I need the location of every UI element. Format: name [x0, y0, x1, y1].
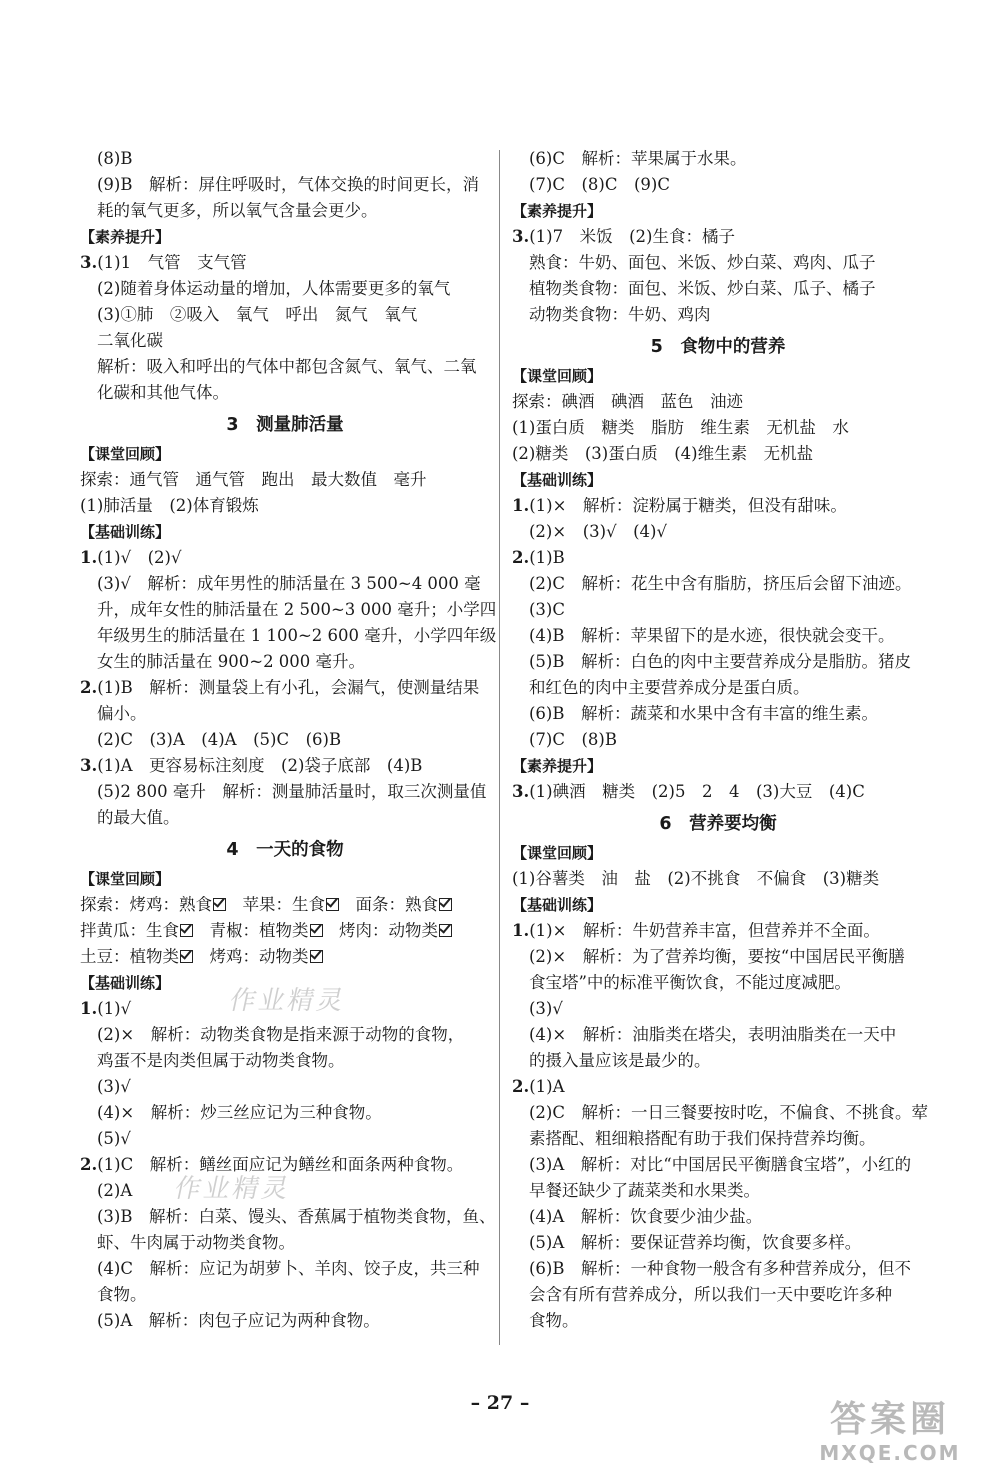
checkbox-checked-icon — [439, 898, 452, 911]
answer-line — [80, 986, 490, 1022]
section-header: 【课堂回顾】 — [80, 870, 171, 888]
answer-line — [80, 1174, 490, 1204]
section-header: 【素养提升】 — [512, 757, 603, 775]
answer-line: (6)C 解析：苹果属于水果。 — [529, 149, 747, 168]
answer-line: (5)2 800 毫升 解析：测量肺活量时，取三次测量值 — [97, 782, 487, 801]
answer-text: 烤肉：动物类 — [322, 921, 438, 940]
answer-line — [512, 493, 924, 519]
question-number: 2. — [80, 678, 98, 697]
checkbox-checked-icon — [180, 924, 193, 937]
question-number: 1. — [80, 999, 98, 1018]
checkbox-checked-icon — [326, 898, 339, 911]
question-number: 3. — [512, 782, 530, 801]
answer-line: 动物类食物：牛奶、鸡肉 — [529, 305, 711, 324]
question-number: 1. — [512, 496, 530, 515]
answer-line: (5)A 解析：要保证营养均衡，饮食要多样。 — [529, 1233, 862, 1252]
watermark-text: 作业精灵 — [226, 986, 350, 1016]
lesson-title: 3 测量肺活量 — [226, 415, 344, 435]
answer-line: (3)B 解析：白菜、馒头、香蕉属于植物类食物，鱼、 — [97, 1207, 496, 1226]
section-header: 【素养提升】 — [80, 228, 171, 246]
answer-text: (1)B — [529, 548, 565, 567]
answer-text: (1)× 解析：牛奶营养丰富，但营养并不全面。 — [529, 921, 880, 940]
answer-line: (2)C 解析：花生中含有脂肪，挤压后会留下油迹。 — [529, 574, 912, 593]
answer-line: 二氧化碳 — [97, 331, 163, 350]
column-divider — [499, 150, 500, 1345]
answer-line — [512, 1074, 924, 1100]
answer-line — [80, 675, 490, 701]
answer-line: 女生的肺活量在 900~2 000 毫升。 — [97, 652, 366, 671]
answer-line: (3)①肺 ②吸入 氧气 呼出 氮气 氧气 — [97, 305, 418, 324]
answer-line: 植物类食物：面包、米饭、炒白菜、瓜子、橘子 — [529, 279, 876, 298]
answer-text: (1)× 解析：淀粉属于糖类，但没有甜味。 — [529, 496, 847, 515]
answer-line: 偏小。 — [97, 704, 147, 723]
answer-line: 的最大值。 — [97, 808, 180, 827]
section-header: 【课堂回顾】 — [512, 844, 603, 862]
question-number: 3. — [80, 253, 98, 272]
answer-line: (2)随着身体运动量的增加，人体需要更多的氧气 — [97, 279, 451, 298]
left-column — [80, 146, 497, 1334]
answer-line: (6)B 解析：一种食物一般含有多种营养成分，但不 — [529, 1259, 911, 1278]
answer-line: 探索：碘酒 碘酒 蓝色 油迹 — [512, 392, 743, 411]
answer-line: 探索：通气管 通气管 跑出 最大数值 毫升 — [80, 470, 427, 489]
answer-line: (4)A 解析：饮食要少油少盐。 — [529, 1207, 763, 1226]
checkbox-checked-icon — [180, 950, 193, 963]
answer-text: 烤鸡：动物类 — [193, 947, 309, 966]
answer-line — [512, 779, 924, 805]
answer-line: (2)× (3)√ (4)√ — [529, 522, 667, 541]
answer-line — [80, 250, 490, 276]
answer-line: (2)C (3)A (4)A (5)C (6)B — [97, 730, 342, 749]
answer-line: (4)C 解析：应记为胡萝卜、羊肉、饺子皮，共三种 — [97, 1259, 480, 1278]
answer-line: (6)B 解析：蔬菜和水果中含有丰富的维生素。 — [529, 704, 878, 723]
answer-text: (2)A — [97, 1181, 133, 1200]
answer-line: (5)B 解析：白色的肉中主要营养成分是脂肪。猪皮 — [529, 652, 911, 671]
answer-line — [512, 545, 924, 571]
section-header: 【课堂回顾】 — [80, 445, 171, 463]
answer-line: (1)蛋白质 糖类 脂肪 维生素 无机盐 水 — [512, 418, 849, 437]
answer-line: (7)C (8)B — [529, 730, 617, 749]
answer-line: (3)√ — [529, 999, 563, 1018]
answer-line: (2)× 解析：为了营养均衡，要按“中国居民平衡膳 — [529, 947, 905, 966]
checkbox-checked-icon — [213, 898, 226, 911]
section-header: 【基础训练】 — [512, 896, 603, 914]
answer-line: 食宝塔”中的标准平衡饮食，不能过度减肥。 — [529, 973, 851, 992]
lesson-title: 4 一天的食物 — [226, 840, 344, 860]
answer-line: (3)C — [529, 600, 565, 619]
answer-line — [80, 545, 490, 571]
checkbox-checked-icon — [439, 924, 452, 937]
answer-text: 苹果：生食 — [226, 895, 325, 914]
answer-text: (1)A 更容易标注刻度 (2)袋子底部 (4)B — [97, 756, 423, 775]
answer-line: (8)B — [97, 149, 133, 168]
answer-text: (1)√ — [97, 999, 132, 1018]
answer-line: 食物。 — [529, 1311, 579, 1330]
answer-line: 素搭配、粗细粮搭配有助于我们保持营养均衡。 — [529, 1129, 876, 1148]
answer-line: (4)× 解析：炒三丝应记为三种食物。 — [97, 1103, 382, 1122]
answer-line: 年级男生的肺活量在 1 100~2 600 毫升，小学四年级 — [97, 626, 497, 645]
answer-line: 食物。 — [97, 1285, 147, 1304]
answer-line: (1)肺活量 (2)体育锻炼 — [80, 496, 259, 515]
right-column — [512, 146, 928, 1334]
answer-text: 面条：熟食 — [339, 895, 438, 914]
answer-line: (4)× 解析：油脂类在塔尖，表明油脂类在一天中 — [529, 1025, 897, 1044]
question-number: 3. — [80, 756, 98, 775]
answer-text: 青椒：植物类 — [193, 921, 309, 940]
answer-text: (1)B 解析：测量袋上有小孔，会漏气，使测量结果 — [97, 678, 480, 697]
lesson-title: 6 营养要均衡 — [659, 814, 777, 834]
answer-line: (5)A 解析：肉包子应记为两种食物。 — [97, 1311, 380, 1330]
answer-text: 探索：烤鸡：熟食 — [80, 895, 212, 914]
watermark-logo — [790, 1399, 990, 1465]
question-number: 2. — [80, 1155, 98, 1174]
answer-line — [80, 918, 490, 944]
watermark-url: MXQE.COM — [819, 1441, 961, 1465]
lesson-title: 5 食物中的营养 — [650, 337, 786, 357]
question-number: 2. — [512, 1077, 530, 1096]
answer-line: (2)糖类 (3)蛋白质 (4)维生素 无机盐 — [512, 444, 814, 463]
section-header: 【素养提升】 — [512, 202, 603, 220]
answer-line — [512, 918, 924, 944]
section-header: 【课堂回顾】 — [512, 367, 603, 385]
watermark-logo-text: 答案圈 — [829, 1399, 950, 1440]
answer-line: 虾、牛肉属于动物类食物。 — [97, 1233, 295, 1252]
answer-text: (1)碘酒 糖类 (2)5 2 4 (3)大豆 (4)C — [529, 782, 865, 801]
checkbox-checked-icon — [310, 950, 323, 963]
answer-line: (3)√ 解析：成年男性的肺活量在 3 500~4 000 毫 — [97, 574, 481, 593]
answer-text: (1)√ (2)√ — [97, 548, 182, 567]
answer-text: (1)C 解析：鳝丝面应记为鳝丝和面条两种食物。 — [97, 1155, 464, 1174]
answer-line — [512, 224, 924, 250]
question-number: 2. — [512, 548, 530, 567]
watermark-text: 作业精灵 — [171, 1174, 295, 1204]
section-header: 【基础训练】 — [80, 523, 171, 541]
answer-line: 的摄入量应该是最少的。 — [529, 1051, 711, 1070]
section-header: 【基础训练】 — [80, 974, 171, 992]
answer-line — [80, 753, 490, 779]
answer-line: (3)√ — [97, 1077, 131, 1096]
question-number: 3. — [512, 227, 530, 246]
answer-line — [80, 944, 490, 970]
answer-text: (1)A — [529, 1077, 565, 1096]
answer-line: 熟食：牛奶、面包、米饭、炒白菜、鸡肉、瓜子 — [529, 253, 876, 272]
answer-line: 早餐还缺少了蔬菜类和水果类。 — [529, 1181, 760, 1200]
answer-line: 升，成年女性的肺活量在 2 500~3 000 毫升；小学四 — [97, 600, 497, 619]
answer-line: (2)C 解析：一日三餐要按时吃，不偏食、不挑食。荤 — [529, 1103, 928, 1122]
answer-text: (1)7 米饭 (2)生食：橘子 — [529, 227, 735, 246]
answer-line: 耗的氧气更多，所以氧气含量会更少。 — [97, 201, 378, 220]
answer-line — [80, 892, 490, 918]
answer-line: 鸡蛋不是肉类但属于动物类食物。 — [97, 1051, 345, 1070]
question-number: 1. — [512, 921, 530, 940]
section-header: 【基础训练】 — [512, 471, 603, 489]
page-number: – 27 – — [470, 1392, 530, 1414]
answer-line: (7)C (8)C (9)C — [529, 175, 670, 194]
answer-line: 化碳和其他气体。 — [97, 383, 229, 402]
answer-line: (5)√ — [97, 1129, 131, 1148]
answer-line: 解析：吸入和呼出的气体中都包含氮气、氧气、二氧 — [97, 357, 477, 376]
answer-text: 土豆：植物类 — [80, 947, 179, 966]
answer-line: 会含有所有营养成分，所以我们一天中要吃许多种 — [529, 1285, 892, 1304]
answer-line: 和红色的肉中主要营养成分是蛋白质。 — [529, 678, 810, 697]
answer-text: (1)1 气管 支气管 — [97, 253, 247, 272]
answer-text: 拌黄瓜：生食 — [80, 921, 179, 940]
answer-line: (4)B 解析：苹果留下的是水迹，很快就会变干。 — [529, 626, 895, 645]
checkbox-checked-icon — [310, 924, 323, 937]
question-number: 1. — [80, 548, 98, 567]
answer-line: (2)× 解析：动物类食物是指来源于动物的食物， — [97, 1025, 465, 1044]
answer-line: (1)谷薯类 油 盐 (2)不挑食 不偏食 (3)糖类 — [512, 869, 880, 888]
answer-line: (3)A 解析：对比“中国居民平衡膳食宝塔”，小红的 — [529, 1155, 912, 1174]
answer-line: (9)B 解析：屏住呼吸时，气体交换的时间更长，消 — [97, 175, 479, 194]
